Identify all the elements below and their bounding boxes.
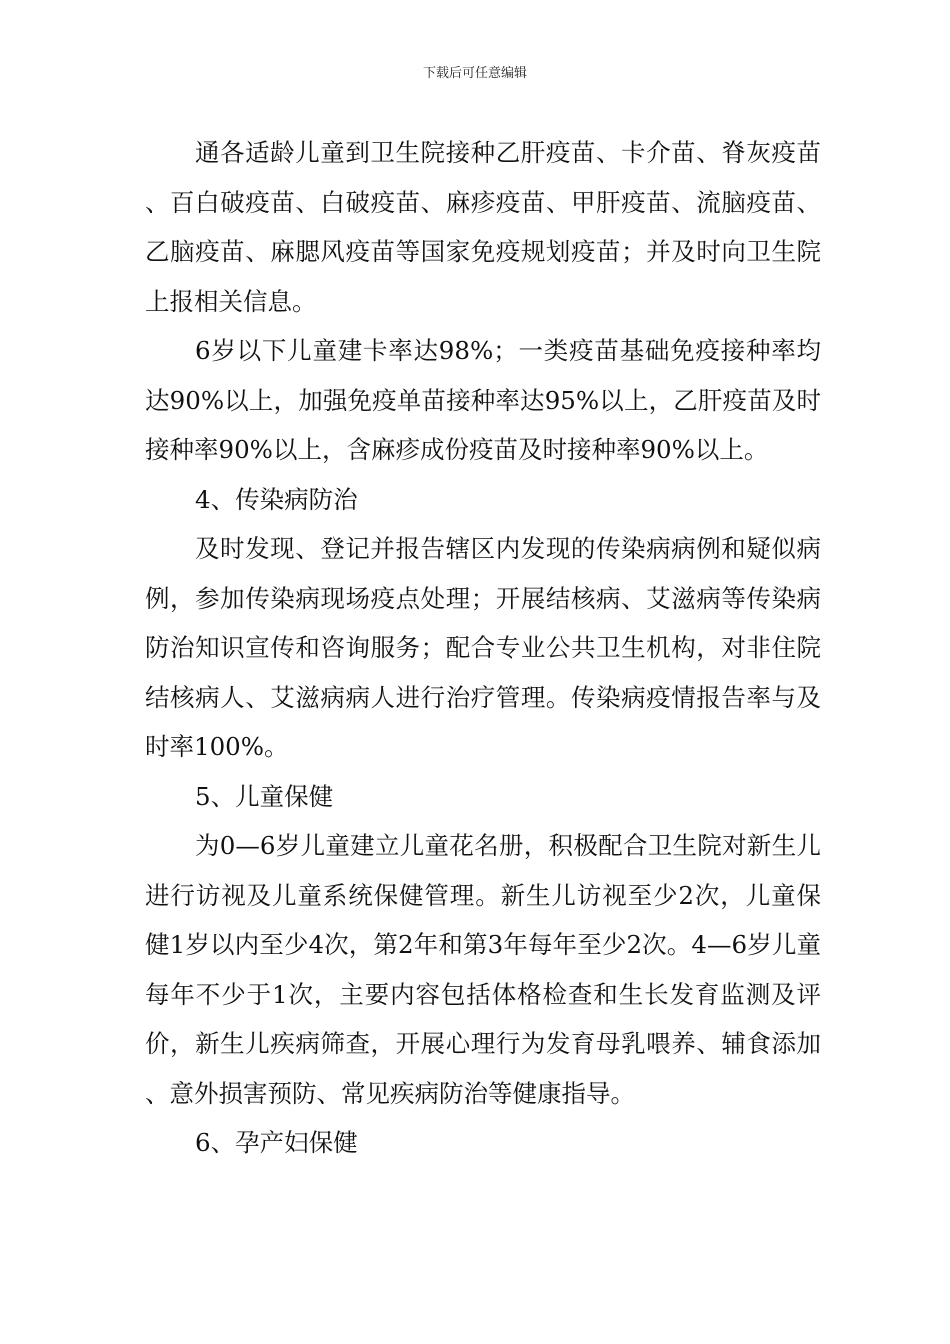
- page-header-note: 下载后可任意编辑: [422, 66, 527, 81]
- paragraph-vaccination-notice: 通各适龄儿童到卫生院接种乙肝疫苗、卡介苗、脊灰疫苗、百白破疫苗、白破疫苗、麻疹疫苗、甲肝疫苗、流脑疫苗、乙脑疫苗、麻腮风疫苗等国家免疫规划疫苗；并及时向卫生院上报相关信息。: [145, 138, 821, 316]
- section-heading-infectious-disease: 4、传染病防治: [195, 484, 358, 514]
- document-body: [145, 128, 821, 1168]
- section-heading-child-health: 5、儿童保健: [195, 781, 334, 811]
- paragraph-child-health: 为0—6岁儿童建立儿童花名册，积极配合卫生院对新生儿进行访视及儿童系统保健管理。新生儿访视至少2次，儿童保健1岁以内至少4次，第2年和第3年每年至少2次。4—6岁儿童每年不少于1次，主要内容包括体格检查和生长发育监测及评价，新生儿疾病筛查，开展心理行为发育母乳喂养、辅食添加、意外损害预防、常见疾病防治等健康指导。: [145, 831, 821, 1108]
- paragraph-vaccination-targets: 6岁以下儿童建卡率达98%；一类疫苗基础免疫接种率均达90%以上，加强免疫单苗接种率达95%以上，乙肝疫苗及时接种率90%以上，含麻疹成份疫苗及时接种率90%以上。: [145, 336, 821, 464]
- section-heading-maternal-health: 6、孕产妇保健: [195, 1128, 358, 1157]
- paragraph-infectious-disease: 及时发现、登记并报告辖区内发现的传染病病例和疑似病例，参加传染病现场疫点处理；开展结核病、艾滋病等传染病防治知识宣传和咨询服务；配合专业公共卫生机构，对非住院结核病人、艾滋病病人进行治疗管理。传染病疫情报告率与及时率100%。: [145, 534, 821, 761]
